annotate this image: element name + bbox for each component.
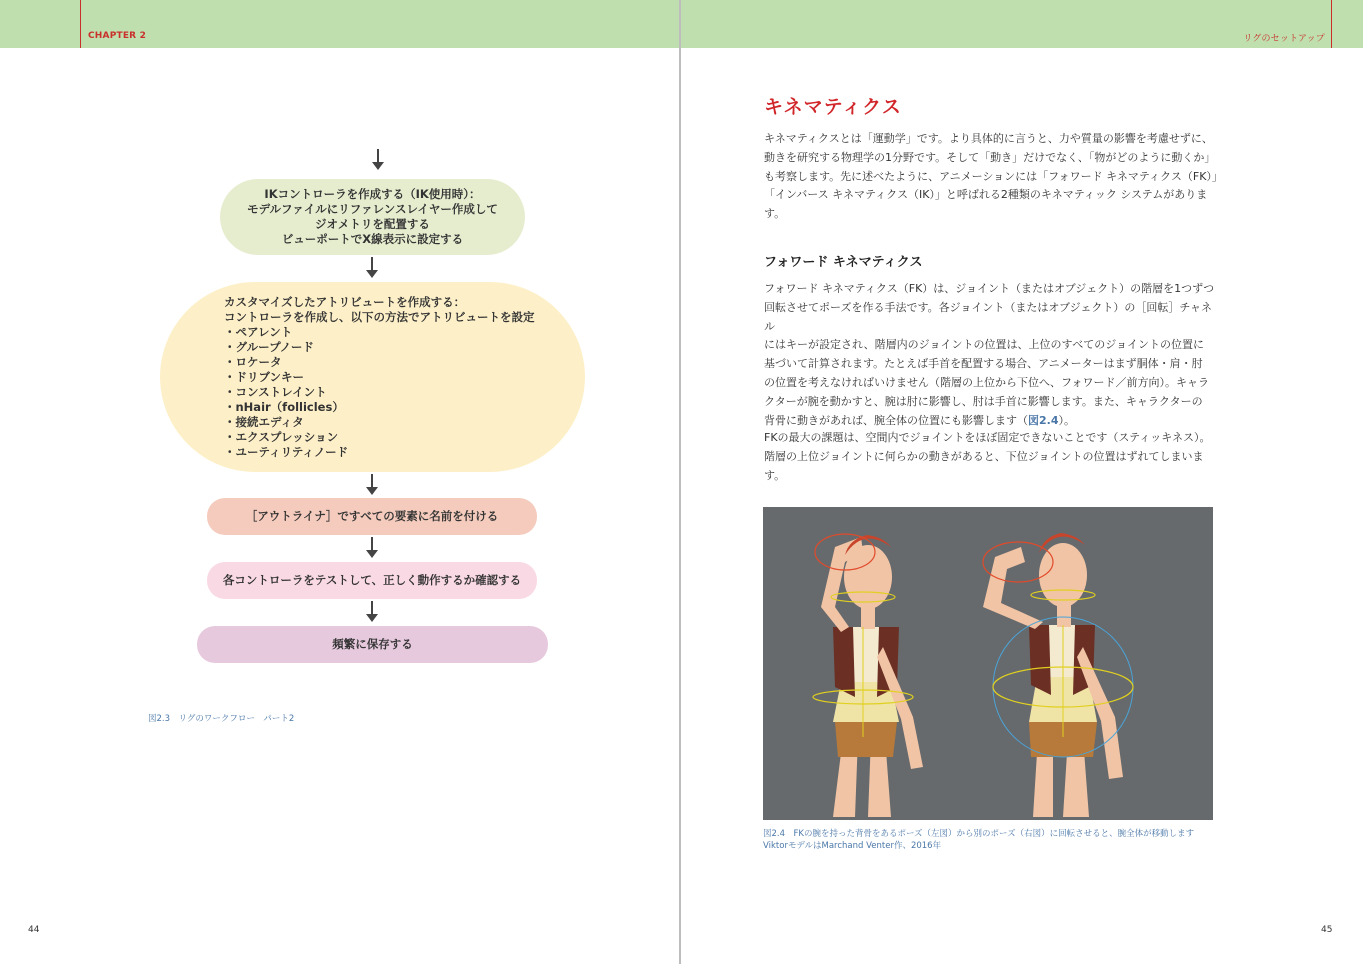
flow-box-line: ・コンストレイント: [224, 384, 327, 399]
chapter-label: CHAPTER 2: [88, 31, 147, 41]
text-line: す。: [764, 468, 786, 482]
figure-reference-link[interactable]: 図2.4: [1028, 413, 1059, 427]
text-line: 「インバース キネマティクス（IK）」と呼ばれる2種類のキネマティック システムがありま: [764, 188, 1208, 202]
text-line: も考察します。先に述べたように、アニメーションには「フォワード キネマティクス（FK）」: [764, 169, 1223, 183]
flow-box-line: ・ペアレント: [224, 324, 293, 339]
flow-box-save: 頻繁に保存する: [197, 626, 548, 663]
text-line: 階層の上位ジョイントに何らかの動きがあると、下位ジョイントの位置はずれてしまいま: [764, 449, 1204, 463]
text-line: 回転させてポーズを作る手法です。各ジョイント（またはオブジェクト）の［回転］チャネル: [764, 300, 1213, 333]
text-line: の位置を考えなければいけません（階層の上位から下位へ、フォワード／前方向）。キャラ: [764, 375, 1209, 389]
text-line: 動きを研究する物理学の1分野です。そして「動き」だけでなく、「物がどのように動くか」: [764, 150, 1216, 164]
flow-box-line: ・エクスプレッション: [224, 429, 339, 444]
text-line: キネマティクスとは「運動学」です。より具体的に言うと、力や質量の影響を考慮せずに、: [764, 132, 1213, 145]
flow-box-line: カスタマイズしたアトリビュートを作成する：: [224, 294, 466, 309]
text-line: FKの最大の課題は、空間内でジョイントをほぼ固定できないことです（スティッキネス）。: [764, 431, 1211, 444]
subsection-heading: フォワード キネマティクス: [764, 255, 923, 270]
flow-box-ik-controller: [220, 179, 525, 255]
flow-box-line: ・ユーティリティノード: [224, 444, 349, 459]
flow-arrow-4: [371, 537, 373, 551]
flow-box-custom-attributes: [160, 282, 585, 472]
flow-box-line: ・接続エディタ: [224, 414, 304, 429]
flow-box-line: ジオメトリを配置する: [315, 217, 430, 231]
section-label: リグのセットアップ: [1243, 34, 1325, 44]
flow-box-line: ・ドリブンキー: [224, 369, 305, 384]
figure-caption-2-4: 図2.4 FKの腕を持った背骨をあるポーズ（左図）から別のポーズ（右図）に回転させると、腕全体が移動します: [763, 829, 1195, 839]
flow-arrow-2: [371, 257, 373, 271]
page-number-right: 45: [1321, 925, 1333, 935]
intro-paragraph: [764, 130, 1222, 224]
text-segment: 背骨に動きがあれば、腕全体の位置にも影響します（: [764, 413, 1028, 427]
flow-box-line: ・グループノード: [224, 339, 314, 354]
section-heading: キネマティクス: [764, 96, 902, 118]
flow-box-line: IKコントローラを作成する（IK使用時）：: [264, 187, 481, 201]
flow-box-line: コントローラを作成し、以下の方法でアトリビュートを設定: [224, 309, 535, 324]
text-line: にはキーが設定され、階層内のジョイントの位置は、上位のすべてのジョイントの位置に: [764, 338, 1204, 352]
flow-box-line: ビューポートでX線表示に設定する: [281, 232, 464, 246]
page-number-left: 44: [28, 925, 40, 935]
fk-challenge-paragraph: [764, 429, 1222, 485]
flow-box-line: ・nHair（follicles）: [224, 399, 344, 414]
left-page: [0, 0, 679, 964]
flow-box-test-controllers: 各コントローラをテストして、正しく動作するか確認する: [207, 562, 537, 599]
flow-arrow-5: [371, 601, 373, 615]
text-segment: ）。: [1058, 413, 1075, 427]
header-rule: [1331, 0, 1332, 48]
text-line: フォワード キネマティクス（FK）は、ジョイント（またはオブジェクト）の階層を1つずつ: [764, 282, 1215, 295]
character-rig-illustration: [763, 507, 1213, 820]
text-line: 基づいて計算されます。たとえば手首を配置する場合、アニメーターはまず胴体・肩・肘: [764, 357, 1203, 371]
flow-arrow-3: [371, 474, 373, 488]
header-rule: [80, 0, 81, 48]
fk-rig-render-image: [763, 507, 1213, 820]
flow-arrow-1: [377, 149, 379, 163]
flow-box-outliner: ［アウトライナ］ですべての要素に名前を付ける: [207, 498, 537, 535]
figure-credit: ViktorモデルはMarchand Venter作、2016年: [763, 841, 942, 851]
text-line: クターが腕を動かすと、腕は肘に影響し、肘は手首に影響します。また、キャラクターの: [764, 394, 1203, 408]
text-line: [764, 412, 1222, 431]
text-line: す。: [764, 207, 786, 221]
flow-box-line: モデルファイルにリファレンスレイヤー作成して: [247, 202, 498, 216]
figure-caption-2-3: 図2.3 リグのワークフロー パート2: [148, 714, 295, 724]
fk-paragraph: [764, 280, 1222, 430]
flow-box-line: ・ロケータ: [224, 354, 282, 369]
